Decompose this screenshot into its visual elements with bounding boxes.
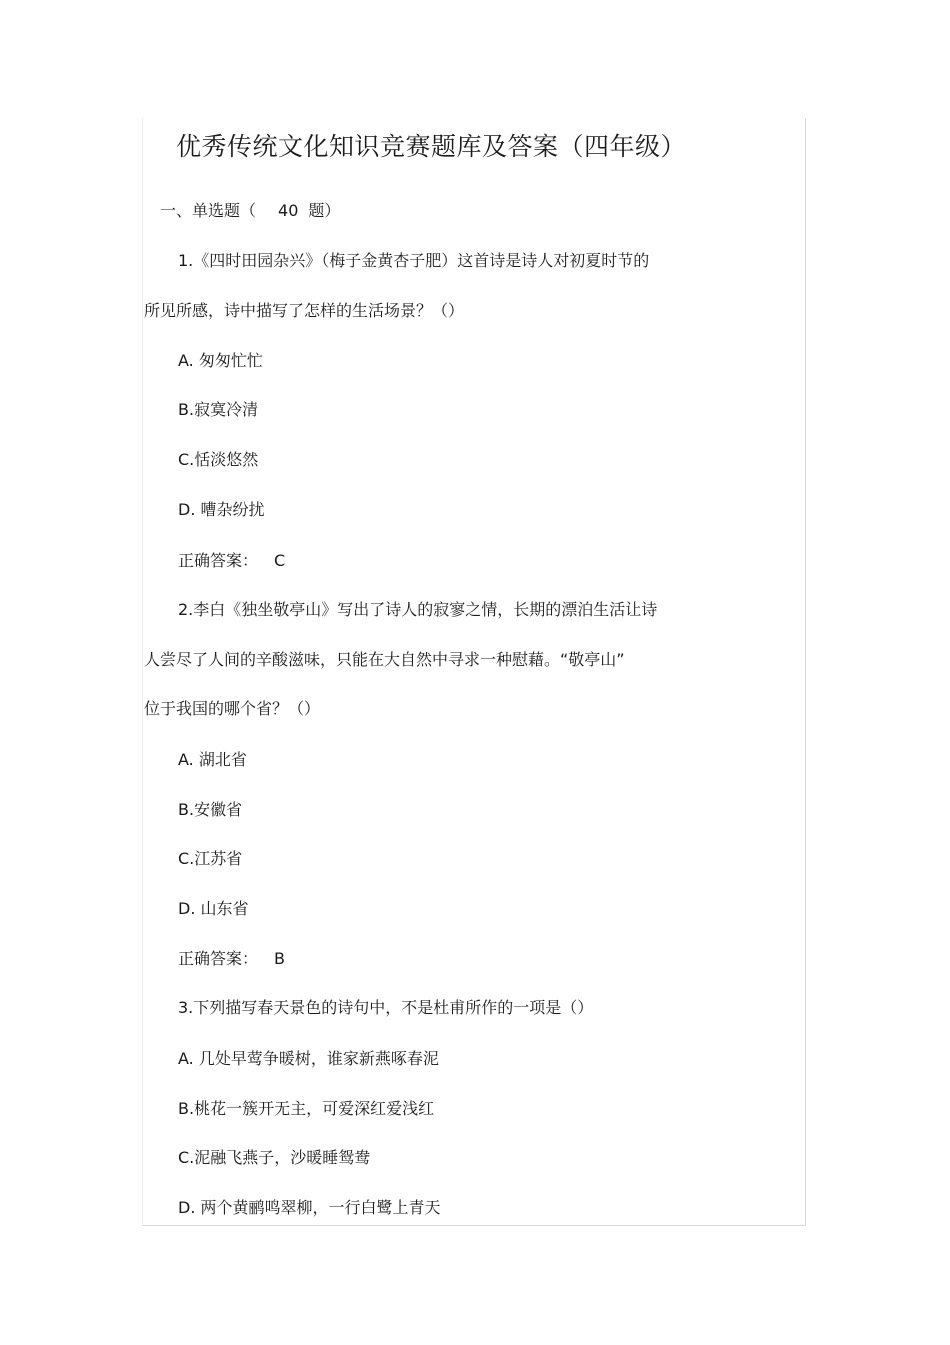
document-title: 优秀传统文化知识竞赛题库及答案（四年级） xyxy=(176,132,687,161)
answer-label: 正确答案： xyxy=(178,551,259,570)
question-3-option-b: B.桃花一簇开无主，可爱深红爱浅红 xyxy=(178,1099,435,1118)
section-prefix: 一、单选题（ xyxy=(160,201,257,220)
section-count: 40 xyxy=(278,201,299,220)
question-2-line-3: 位于我国的哪个省？（） xyxy=(144,699,321,718)
question-2-line-2: 人尝尽了人间的辛酸滋味，只能在大自然中寻求一种慰藉。“敬亭山” xyxy=(144,650,625,669)
question-1-line-2: 所见所感，诗中描写了怎样的生活场景？（） xyxy=(144,301,465,320)
question-1-option-d: D. 嘈杂纷扰 xyxy=(178,500,265,519)
answer-value: C xyxy=(274,551,286,570)
question-3-option-a: A. 几处早莺争暖树，谁家新燕啄春泥 xyxy=(178,1049,439,1068)
question-2-option-d: D. 山东省 xyxy=(178,899,249,918)
question-1-option-b: B.寂寞冷清 xyxy=(178,400,259,419)
section-heading xyxy=(160,199,340,223)
question-2-option-b: B.安徽省 xyxy=(178,800,243,819)
question-1-option-a: A. 匆匆忙忙 xyxy=(178,351,263,370)
question-3-line-1: 3.下列描写春天景色的诗句中，不是杜甫所作的一项是（） xyxy=(178,998,594,1017)
question-3-option-c: C.泥融飞燕子，沙暖睡鸳鸯 xyxy=(178,1148,371,1167)
question-1-line-1: 1.《四时田园杂兴》（梅子金黄杏子肥）这首诗是诗人对初夏时节的 xyxy=(178,251,650,270)
section-suffix: 题） xyxy=(308,201,341,220)
question-3-option-d: D. 两个黄鹂鸣翠柳，一行白鹭上青天 xyxy=(178,1198,441,1217)
question-2-option-c: C.江苏省 xyxy=(178,849,243,868)
question-2-line-1: 2.李白《独坐敬亭山》写出了诗人的寂寥之情，长期的漂泊生活让诗 xyxy=(178,600,658,619)
question-1-option-c: C.恬淡悠然 xyxy=(178,450,259,469)
question-2-option-a: A. 湖北省 xyxy=(178,750,247,769)
answer-label: 正确答案： xyxy=(178,949,259,968)
question-2-answer xyxy=(178,947,285,971)
answer-value: B xyxy=(274,949,285,968)
question-1-answer xyxy=(178,549,285,573)
